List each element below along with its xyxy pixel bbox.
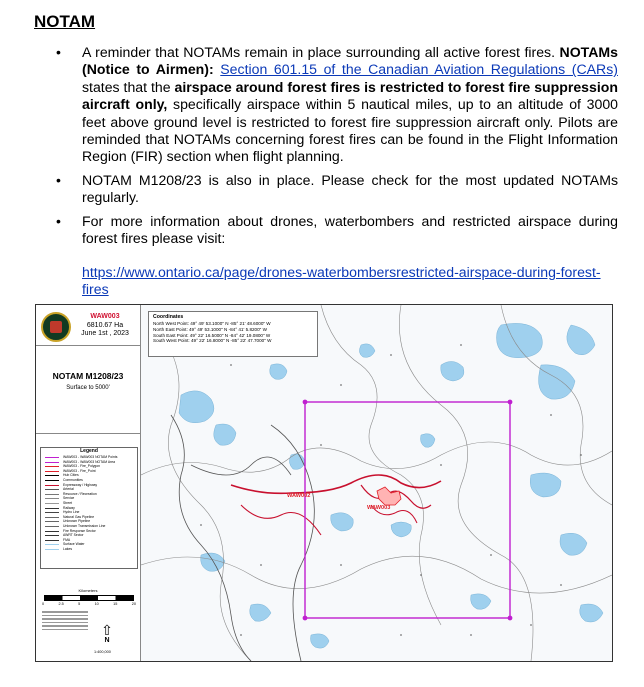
legend-swatch bbox=[45, 462, 59, 463]
legend-label: Service bbox=[63, 496, 75, 501]
scale-number: 20 bbox=[131, 602, 136, 606]
scale-number: 15 bbox=[113, 602, 118, 606]
map-legend bbox=[40, 447, 138, 569]
bullet-1-text-2: states that the bbox=[82, 78, 175, 95]
bullet-icon: • bbox=[56, 212, 61, 229]
legend-label: Street bbox=[63, 500, 73, 505]
legend-swatch bbox=[45, 540, 59, 541]
place-marker bbox=[490, 554, 492, 556]
divider bbox=[36, 345, 140, 346]
place-marker bbox=[260, 564, 262, 566]
legend-label: Communities bbox=[63, 477, 83, 482]
map-canvas bbox=[141, 305, 612, 661]
legend-swatch bbox=[45, 517, 59, 518]
fire-date: June 1st , 2023 bbox=[81, 330, 129, 337]
bullet-icon: • bbox=[56, 44, 61, 60]
place-marker bbox=[550, 414, 552, 416]
legend-swatch bbox=[45, 549, 59, 550]
bullet-1-bold-notams: NOTAMs (Notice to Airmen): bbox=[82, 44, 618, 78]
bullet-1-bold-airspace: airspace around forest fires is restricted to forest fire suppression aircraft only, bbox=[82, 78, 618, 113]
place-marker bbox=[420, 574, 422, 576]
notam-altitude: Surface to 5000' bbox=[66, 385, 110, 391]
fire-area: 6810.67 Ha bbox=[86, 321, 124, 329]
legend-label: Hub Cities bbox=[63, 473, 79, 478]
notam-bullet-list bbox=[38, 44, 618, 253]
north-label: N bbox=[104, 637, 110, 644]
coord-se: South East Point: 49° 22' 16.5000" N -84° 42' 19.0800" W bbox=[153, 332, 271, 338]
scale-number: 0 bbox=[42, 602, 45, 606]
list-item bbox=[38, 213, 618, 248]
legend-item bbox=[41, 547, 137, 552]
coordinates-title: Coordinates bbox=[153, 314, 184, 320]
scale-bar bbox=[44, 595, 134, 601]
coordinates-box bbox=[148, 311, 318, 357]
legend-label: Railway bbox=[63, 505, 75, 510]
legend-swatch bbox=[45, 521, 59, 522]
legend-label: WAW003 - WAW003 NOTAM Points bbox=[63, 455, 118, 459]
bullet-1-text: A reminder that NOTAMs remain in place surrounding all active forest fires. bbox=[82, 44, 560, 60]
map-info-panel bbox=[36, 305, 141, 661]
legend-label: FMA bbox=[63, 537, 71, 542]
mnrf-badge-logo bbox=[41, 312, 71, 342]
ontario-drones-link[interactable]: https://www.ontario.ca/page/drones-waterbombersrestricted-airspace-during-forest-fires bbox=[82, 264, 601, 298]
notam-point-nw bbox=[303, 400, 308, 405]
place-marker bbox=[530, 624, 532, 626]
page-title: NOTAM bbox=[34, 12, 96, 31]
coord-sw: South West Point: 49° 22' 16.8000" N -85° 22' 47.7000" W bbox=[153, 338, 272, 344]
place-marker bbox=[400, 634, 402, 636]
legend-swatch bbox=[45, 471, 59, 472]
legend-label: Resource / Recreation bbox=[63, 491, 97, 496]
legend-label: Fire Response Sector bbox=[63, 528, 96, 533]
notam-id: NOTAM M1208/23 bbox=[52, 371, 124, 381]
legend-label: Unknown Transmission Line bbox=[63, 523, 106, 528]
legend-label: Natural Gas Pipeline bbox=[63, 514, 95, 519]
legend-swatch bbox=[45, 480, 59, 481]
place-marker bbox=[440, 464, 442, 466]
place-marker bbox=[390, 354, 392, 356]
place-marker bbox=[320, 444, 322, 446]
place-marker bbox=[340, 564, 342, 566]
bullet-1-text-3: specifically airspace within 5 nautical miles, up to an altitude of 3000 feet above ground level is restricted to forest fire suppression aircraft only. Pilots are reminded that NOTAMs concerning forest fires can be found in the Flight Information Region (FIR) section when flight planning. bbox=[82, 96, 618, 165]
legend-label: WAW003 - Fire_Polygon bbox=[63, 464, 101, 469]
notam-point-ne bbox=[508, 400, 513, 405]
fire-label-waw002: WAW002 bbox=[287, 493, 311, 499]
legend-swatch bbox=[45, 466, 59, 467]
notam-map bbox=[35, 304, 613, 662]
scale-label: Kilometers bbox=[78, 588, 98, 593]
legend-swatch bbox=[45, 489, 59, 490]
legend-label: Surface Water bbox=[63, 542, 85, 547]
bullet-3-text: For more information about drones, waterbombers and restricted airspace during forest fires please visit: bbox=[82, 212, 618, 247]
scale-number: 5 bbox=[78, 602, 81, 606]
place-marker bbox=[240, 634, 242, 636]
list-item bbox=[38, 44, 618, 166]
place-marker bbox=[560, 584, 562, 586]
cars-regulation-link[interactable]: Section 601.15 of the Canadian Aviation Regulations (CARs) bbox=[220, 61, 618, 78]
fire-label-waw003: WAW003 bbox=[367, 505, 391, 511]
legend-swatch bbox=[45, 485, 59, 486]
place-marker bbox=[580, 454, 582, 456]
list-item bbox=[38, 172, 618, 207]
legend-label: WAW003 - WAW003 NOTAM Area bbox=[63, 459, 115, 464]
legend-swatch bbox=[45, 498, 59, 499]
legend-label: Unknown Pipeline bbox=[63, 519, 91, 524]
scale-number: 10 bbox=[94, 602, 99, 606]
legend-swatch bbox=[45, 544, 59, 545]
scale-numbers bbox=[42, 602, 136, 606]
legend-swatch bbox=[45, 475, 59, 476]
legend-swatch bbox=[45, 457, 59, 458]
coord-ne: North East Point: 49° 49' 53.1000" N -84° 41' 5.8200" W bbox=[153, 326, 267, 332]
divider bbox=[36, 433, 140, 434]
bullet-icon: • bbox=[56, 171, 61, 188]
place-marker bbox=[230, 364, 232, 366]
legend-swatch bbox=[45, 508, 59, 509]
place-marker bbox=[200, 524, 202, 526]
legend-swatch bbox=[45, 503, 59, 504]
place-marker bbox=[340, 384, 342, 386]
legend-swatch bbox=[45, 526, 59, 527]
place-marker bbox=[460, 344, 462, 346]
legend-title: Legend bbox=[80, 448, 98, 454]
place-marker bbox=[470, 634, 472, 636]
legend-label: Hydro Line bbox=[63, 510, 80, 515]
legend-swatch bbox=[45, 531, 59, 532]
bullet-2-text: NOTAM M1208/23 is also in place. Please check for the most updated NOTAMs regularly. bbox=[82, 171, 618, 206]
scale-number: 2.5 bbox=[58, 602, 64, 606]
legend-swatch bbox=[45, 535, 59, 536]
legend-label: Expressway / Highway bbox=[63, 482, 98, 487]
legend-label: Lakes bbox=[63, 546, 73, 551]
notam-point-sw bbox=[303, 616, 308, 621]
legend-swatch bbox=[45, 494, 59, 495]
coord-nw: North West Point: 49° 49' 53.1000" N -85° 21' 48.6000" W bbox=[153, 321, 271, 326]
legend-swatch bbox=[45, 512, 59, 513]
legend-label: Arterial bbox=[63, 487, 74, 492]
map-scale-ratio: 1:400,000 bbox=[94, 650, 111, 654]
fine-print bbox=[42, 611, 88, 632]
legend-label: AWRT Sector bbox=[63, 533, 84, 538]
fire-info bbox=[72, 313, 138, 339]
north-arrow-icon: ⇧ N bbox=[96, 623, 118, 644]
legend-label: WAW003 - Fire_Point bbox=[63, 468, 96, 473]
notam-point-se bbox=[508, 616, 513, 621]
fire-name: WAW003 bbox=[90, 313, 120, 320]
